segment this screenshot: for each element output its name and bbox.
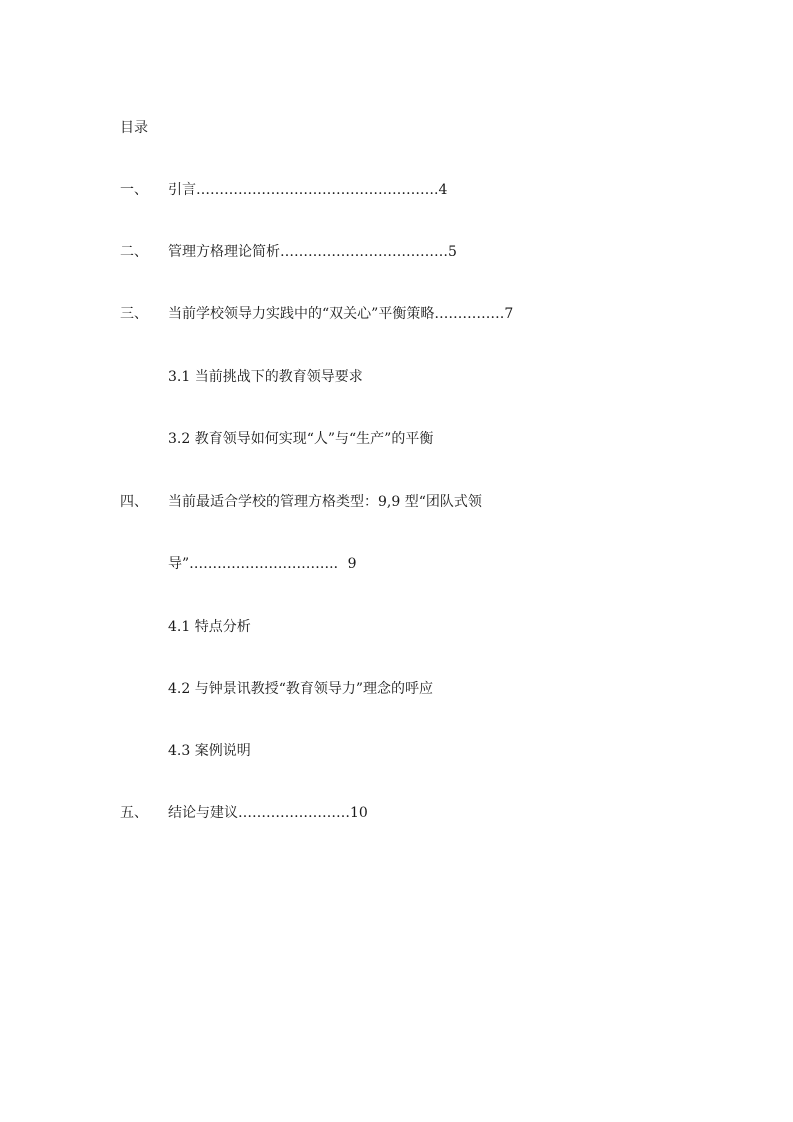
toc-entry-text: 4.2 与钟景讯教授“教育领导力”理念的呼应 — [168, 681, 434, 697]
toc-entry-number: 三、 — [120, 306, 148, 322]
toc-entry-number: 一、 — [120, 182, 148, 198]
toc-entry-text: 管理方格理论简析………………………………5 — [168, 244, 457, 260]
toc-entry-text: 3.2 教育领导如何实现“人”与“生产”的平衡 — [168, 431, 434, 447]
toc-entry-text: 4.3 案例说明 — [168, 743, 251, 759]
toc-entry-text: 引言…………………………………………….4 — [168, 182, 448, 198]
toc-entry-text: 当前最适合学校的管理方格类型：9,9 型“团队式领 — [168, 494, 482, 510]
toc-entry-number: 二、 — [120, 244, 148, 260]
toc-entry-number: 五、 — [120, 805, 148, 821]
toc-entry-text: 结论与建议……………………10 — [168, 805, 368, 821]
toc-entry-text: 导”………………………….．9 — [168, 556, 357, 572]
toc-entry-number: 四、 — [120, 494, 148, 510]
toc-entry-text: 3.1 当前挑战下的教育领导要求 — [168, 369, 363, 385]
toc-title: 目录 — [120, 120, 148, 136]
toc-entry-text: 4.1 特点分析 — [168, 619, 251, 635]
toc-entry-text: 当前学校领导力实践中的“双关心”平衡策略……………7 — [168, 306, 514, 322]
